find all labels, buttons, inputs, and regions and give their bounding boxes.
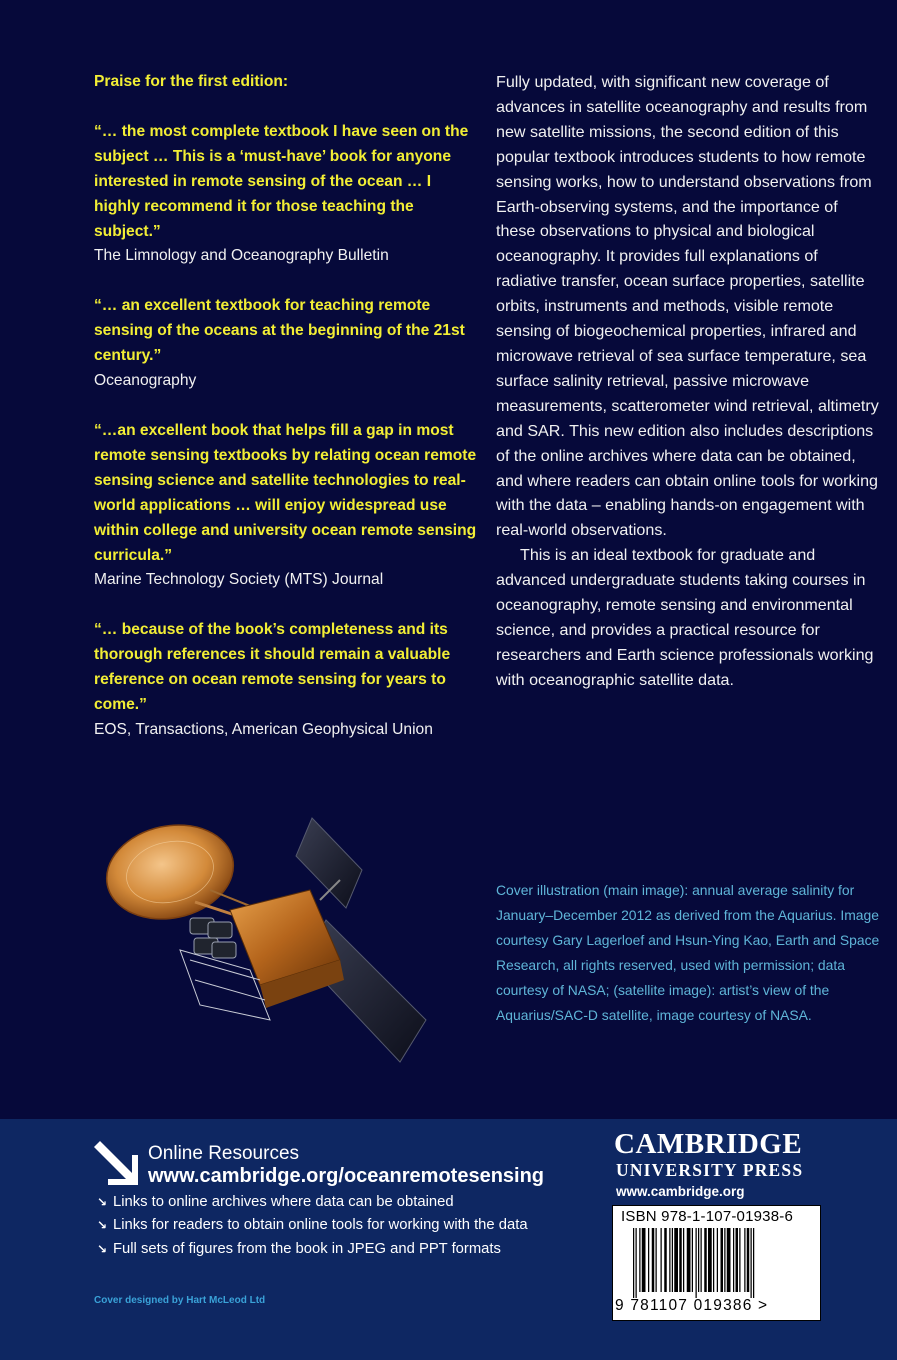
barcode-bar [672,1228,673,1292]
barcode-digits: 9 781107 019386 > [615,1297,769,1314]
barcode-bar [639,1228,640,1292]
barcode-bar [692,1228,693,1292]
barcode-bar [701,1228,702,1292]
quote-source: Marine Technology Society (MTS) Journal [94,571,384,589]
quote-text: “… the most complete textbook I have seen on the subject … This is a ‘must-have’ book for anyone interested in remote sensing of the ocean … I highly recommend it for those teaching the subject.” [94,122,469,240]
barcode-bar [708,1228,712,1292]
online-resources-url[interactable]: www.cambridge.org/oceanremotesensing [148,1165,545,1187]
list-item-label: Links to online archives where data can be obtained [113,1194,454,1210]
quote-block [94,294,479,394]
barcode-bar [642,1228,646,1292]
barcode-bar [636,1228,637,1298]
barcode-bar [744,1228,745,1292]
barcode-bar [751,1228,752,1298]
barcode-bar [717,1228,718,1292]
quote-source: The Limnology and Oceanography Bulletin [94,247,389,265]
barcode-bar [674,1228,678,1292]
publisher-url[interactable]: www.cambridge.org [616,1184,745,1199]
quote-block [94,120,479,269]
barcode-bar [747,1228,750,1292]
publisher-subtitle: UNIVERSITY PRESS [616,1160,804,1180]
arrow-bullet-icon: ↘ [97,1195,108,1209]
quote-text: “…an excellent book that helps fill a gap in most remote sensing textbooks by relating ocean remote sensing science and satellite technologies to real-world applications … will enjoy widespread use within college and university ocean remote sensing curricula.” [94,421,477,564]
isbn-label: ISBN 978-1-107-01938-6 [621,1208,794,1225]
online-resources-list [97,1191,577,1261]
list-item [97,1214,577,1237]
description-paragraph-2: This is an ideal textbook for graduate and advanced undergraduate students taking courses in oceanography, remote sensing and environmental science, and provides a practical resource for researchers and Earth science professionals working with oceanographic satellite data. [496,546,874,689]
barcode-bar [727,1228,731,1292]
praise-section [94,70,479,768]
barcode-bar [736,1228,739,1292]
cover-illustration-caption: Cover illustration (main image): annual average salinity for January–December 2012 as derived from the Aquarius. Image courtesy Gary Lagerloef and Hsun-Ying Kao, Earth and Space Research, all rights reserved, used with permission; data courtesy of NASA; (satellite image): artist’s view of the Aquarius/SAC-D satellite, image courtesy of NASA. [496,882,880,1023]
barcode-bar [656,1228,657,1292]
description-paragraph-1: Fully updated, with significant new coverage of advances in satellite oceanography and results from new satellite missions, the second edition of this popular textbook introduces students to how remote sensing works, how to understand observations from Earth-observing systems, and the importance of these observations to physical and biological oceanography. It provides full explanations of radiative transfer, ocean surface properties, satellite orbits, instruments and methods, visible remote sensing of biogeochemical properties, infrared and microwave retrieval of sea surface temperature, sea surface salinity retrieval, passive microwave measurements, scatterometer wind retrieval, altimetry and SAR. This new edition also includes descriptions of the online archives where data can be obtained, and where readers can obtain online tools for working with the data – enabling hands-on engagement with real-world observations. [496,73,879,540]
list-item-label: Full sets of figures from the book in JPEG and PPT formats [113,1240,501,1257]
publisher-name: CAMBRIDGE [614,1128,803,1160]
barcode-bar [648,1228,649,1292]
isbn-barcode [612,1205,821,1321]
quote-text: “… an excellent textbook for teaching remote sensing of the oceans at the beginning of the 21st century.” [94,297,465,365]
barcode-bar [687,1228,691,1292]
barcode-bar [713,1228,714,1292]
barcode-bar [733,1228,734,1292]
cover-designer-credit: Cover designed by Hart McLeod Ltd [94,1295,266,1306]
barcode-bar [664,1228,667,1292]
barcode-bar [698,1228,699,1292]
quote-block [94,419,479,593]
barcode-bar [633,1228,634,1298]
barcode-bar [661,1228,662,1292]
quote-text: “… because of the book’s completeness and its thorough references it should remain a valuable reference on ocean remote sensing for years to come.” [94,621,451,714]
arrow-bullet-icon: ↘ [97,1241,108,1256]
barcode-bar [724,1228,725,1292]
list-item [97,1191,577,1214]
barcode-bar [669,1228,670,1292]
barcode-bar [753,1228,754,1298]
quote-source: EOS, Transactions, American Geophysical Union [94,720,433,738]
book-description [496,70,881,693]
barcode-bar [704,1228,707,1292]
barcode-bar [683,1228,684,1292]
barcode-bar [696,1228,697,1298]
list-item [97,1238,577,1261]
online-resources-arrow-icon [94,1141,138,1185]
quote-block [94,618,479,743]
barcode-bar [739,1228,740,1292]
list-item-label: Links for readers to obtain online tools for working with the data [113,1217,528,1234]
arrow-bullet-icon: ↘ [97,1218,108,1233]
barcode-bar [652,1228,655,1292]
quote-source: Oceanography [94,372,197,390]
barcode-bar [721,1228,724,1292]
barcode-bar [679,1228,682,1292]
praise-heading: Praise for the first edition: [94,73,289,90]
online-resources-title: Online Resources [148,1143,300,1164]
satellite-illustration [100,810,440,1070]
